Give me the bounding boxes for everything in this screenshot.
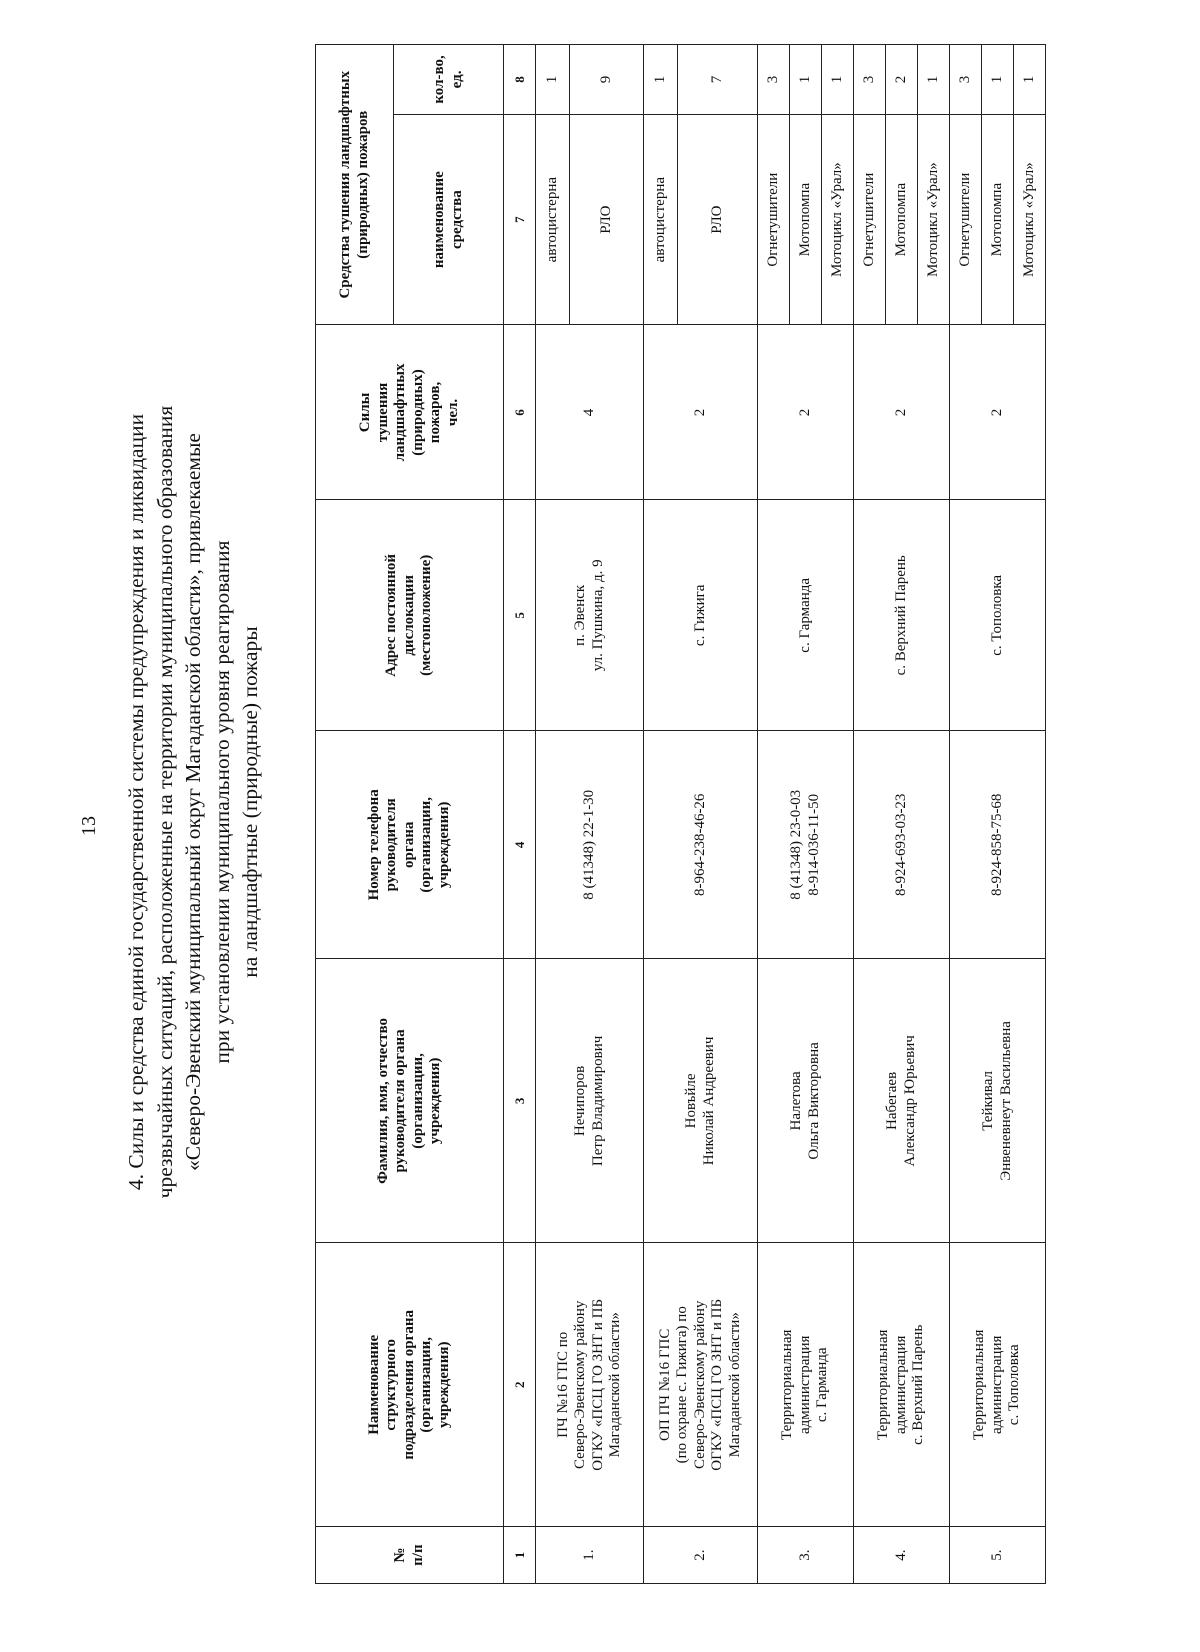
- header-means-qty: кол-во, ед.: [394, 45, 504, 115]
- forces-count: 2: [758, 325, 854, 500]
- means-name: Мотоцикл «Урал»: [1014, 114, 1046, 325]
- unit-name: Территориальная администрация с. Верхний Парень: [854, 1243, 950, 1527]
- means-qty: 3: [854, 45, 886, 115]
- unit-name: Территориальная администрация с. Тополовка: [950, 1243, 1046, 1527]
- means-name: Огнетушители: [758, 114, 790, 325]
- header-address: Адрес постоянной дислокации (местоположение): [316, 500, 504, 731]
- page-number: 13: [78, 816, 100, 836]
- table-row: [644, 45, 678, 1584]
- means-name: автоцистерна: [644, 114, 678, 325]
- col-number: 5: [504, 500, 536, 731]
- address: с. Тополовка: [950, 500, 1046, 731]
- col-number: 7: [504, 114, 536, 325]
- means-name: РЛО: [570, 114, 644, 325]
- means-qty: 2: [886, 45, 918, 115]
- heading-line: на ландшафтные (природные) пожары: [238, 626, 262, 978]
- means-name: Огнетушители: [950, 114, 982, 325]
- means-name: Огнетушители: [854, 114, 886, 325]
- phone-number: 8 (41348) 23-0-03 8-914-036-11-50: [758, 731, 854, 959]
- header-unit: Наименование структурного подразделения органа (организации, учреждения): [316, 1243, 504, 1527]
- header-phone: Номер телефона руководителя органа (организации, учреждения): [316, 731, 504, 959]
- means-qty: 1: [644, 45, 678, 115]
- header-means-name: наименование средства: [394, 114, 504, 325]
- address: с. Гижига: [644, 500, 758, 731]
- table-row: [854, 45, 886, 1584]
- unit-name: ПЧ №16 ГПС по Северо-Эвенскому району ОГКУ «ПСЦ ГО ЗНТ и ПБ Магаданской области»: [536, 1243, 644, 1527]
- forces-count: 2: [644, 325, 758, 500]
- means-qty: 1: [790, 45, 822, 115]
- table-row: [950, 45, 982, 1584]
- heading-line: при установлении муниципального уровня реагирования: [209, 540, 234, 1064]
- col-number: 8: [504, 45, 536, 115]
- head-name: Тейкивал Энвеневнеут Васильевна: [950, 959, 1046, 1243]
- forces-count: 2: [854, 325, 950, 500]
- forces-count: 4: [536, 325, 644, 500]
- means-qty: 1: [822, 45, 854, 115]
- means-name: Мотопомпа: [790, 114, 822, 325]
- means-qty: 9: [570, 45, 644, 115]
- phone-number: 8-924-693-03-23: [854, 731, 950, 959]
- col-number: 2: [504, 1243, 536, 1527]
- header-means-group: Средства тушения ландшафтных (природных) пожаров: [316, 45, 394, 325]
- section-heading: [122, 122, 265, 1482]
- forces-count: 2: [950, 325, 1046, 500]
- row-number: 3.: [758, 1527, 854, 1584]
- heading-line: чрезвычайных ситуаций, расположенные на территории муниципального образования: [152, 405, 177, 1199]
- phone-number: 8 (41348) 22-1-30: [536, 731, 644, 959]
- means-qty: 1: [918, 45, 950, 115]
- forces-table: [315, 44, 1046, 1584]
- means-qty: 1: [1014, 45, 1046, 115]
- row-number: 2.: [644, 1527, 758, 1584]
- table-row: [536, 45, 570, 1584]
- col-number: 6: [504, 325, 536, 500]
- means-qty: 3: [950, 45, 982, 115]
- phone-number: 8-964-238-46-26: [644, 731, 758, 959]
- unit-name: Территориальная администрация с. Гарманда: [758, 1243, 854, 1527]
- table-body: [536, 45, 1046, 1584]
- row-number: 4.: [854, 1527, 950, 1584]
- address: п. Эвенск ул. Пушкина, д. 9: [536, 500, 644, 731]
- heading-line: 4. Силы и средства единой государственной системы предупреждения и ликвидации: [124, 413, 148, 1191]
- heading-line: «Северо-Эвенский муниципальный округ Магаданской области», привлекаемые: [181, 433, 205, 1171]
- table-row: [758, 45, 790, 1584]
- header-num: № п/п: [316, 1527, 504, 1584]
- means-name: РЛО: [678, 114, 758, 325]
- means-qty: 3: [758, 45, 790, 115]
- header-forces: Силы тушения ландшафтных (природных) пожаров, чел.: [316, 325, 504, 500]
- means-name: Мотопомпа: [982, 114, 1014, 325]
- head-name: Набегаев Александр Юрьевич: [854, 959, 950, 1243]
- means-name: автоцистерна: [536, 114, 570, 325]
- col-number: 1: [504, 1527, 536, 1584]
- row-number: 1.: [536, 1527, 644, 1584]
- means-name: Мотоцикл «Урал»: [822, 114, 854, 325]
- address: с. Верхний Парень: [854, 500, 950, 731]
- phone-number: 8-924-858-75-68: [950, 731, 1046, 959]
- means-qty: 1: [536, 45, 570, 115]
- col-number: 3: [504, 959, 536, 1243]
- head-name: Нечипоров Петр Владимирович: [536, 959, 644, 1243]
- head-name: Налетова Ольга Викторовна: [758, 959, 854, 1243]
- means-name: Мотоцикл «Урал»: [918, 114, 950, 325]
- column-numbers-row: [504, 45, 536, 1584]
- means-qty: 7: [678, 45, 758, 115]
- col-number: 4: [504, 731, 536, 959]
- header-head: Фамилия, имя, отчество руководителя органа (организации, учреждения): [316, 959, 504, 1243]
- unit-name: ОП ПЧ №16 ГПС (по охране с. Гижига) по Северо-Эвенскому району ОГКУ «ПСЦ ГО ЗНТ и ПБ Магаданской области»: [644, 1243, 758, 1527]
- address: с. Гарманда: [758, 500, 854, 731]
- means-qty: 1: [982, 45, 1014, 115]
- row-number: 5.: [950, 1527, 1046, 1584]
- means-name: Мотопомпа: [886, 114, 918, 325]
- head-name: Новъйле Николай Андреевич: [644, 959, 758, 1243]
